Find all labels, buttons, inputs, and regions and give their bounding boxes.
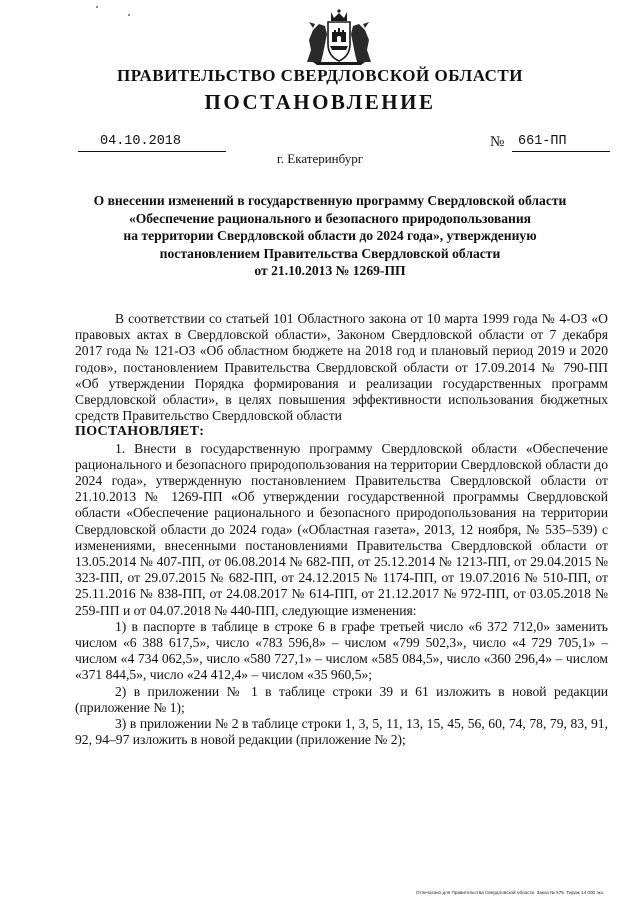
title-line: О внесении изменений в государственную программу Свердловской области: [93, 193, 567, 208]
subitem-3-paragraph: 3) в приложении № 2 в таблице строки 1, 3, 5, 11, 13, 15, 45, 56, 60, 74, 78, 79, 83, 91, 92, 94–97 изложить в новой редакции (приложение № 2);: [75, 716, 608, 748]
title-line: постановлением Правительства Свердловской области: [159, 245, 501, 261]
title-line: «Обеспечение рационального и безопасного природопользования: [128, 210, 532, 226]
document-title: [80, 192, 580, 280]
preamble-paragraph: В соответствии со статьей 101 Областного закона от 10 марта 1999 года № 4-ОЗ «О правовых актах в Свердловской области», Законом Свердловской области от 7 декабря 2017 года № 121-ОЗ «Об областном бюджете на 2018 год и плановый период 2019 и 2020 годов», постановлением Правительства Свердловской области от 17.09.2014 № 790-ПП «Об утверждении Порядка формирования и реализации государственных программ Свердловской области», в целях повышения эффективности использования бюджетных средств Правительство Свердловской области: [75, 311, 608, 424]
coat-of-arms-icon: [299, 8, 379, 66]
document-kind-heading: ПОСТАНОВЛЕНИЕ: [204, 90, 436, 114]
government-name: ПРАВИТЕЛЬСТВО СВЕРДЛОВСКОЙ ОБЛАСТИ: [117, 66, 523, 85]
resolves-heading: ПОСТАНОВЛЯЕТ:: [75, 424, 205, 440]
scan-speck: [128, 14, 130, 16]
scan-speck: [96, 6, 98, 8]
subitem-1-paragraph: 1) в паспорте в таблице в строке 6 в графе третьей число «6 372 712,0» заменить числом «6 388 617,5», число «783 596,8» – числом «799 502,3», число «4 729 705,1» – числом «4 734 062,5», число «580 727,1» – числом «585 084,5», число «360 296,4» – числом «371 844,5», число «24 412,4» – числом «35 960,5»;: [75, 618, 608, 683]
title-line: на территории Свердловской области до 2024 года», утвержденную: [123, 228, 537, 243]
number-sign: №: [490, 134, 505, 150]
document-number: 661-ПП: [512, 133, 610, 152]
subitem-2-paragraph: 2) в приложении № 1 в таблице строки 39 и 61 изложить в новой редакции (приложение № 1);: [75, 683, 608, 715]
document-date: 04.10.2018: [78, 133, 226, 152]
item-1-paragraph: 1. Внести в государственную программу Свердловской области «Обеспечение рационального и безопасного природопользования на территории Свердловской области до 2024 года», утвержденную постановлением Правительства Свердловской области от 21.10.2013 № 1269-ПП «Об утверждении государственной программы Свердловской области «Обеспечение рационального и безопасного природопользования на территории Свердловской области до 2024 года» («Областная газета», 2013, 12 ноября, № 535–539) с изменениями, внесенными постановлениями Правительства Свердловской области от 13.05.2014 № 407-ПП, от 06.08.2014 № 682-ПП, от 25.12.2014 № 1213-ПП, от 29.04.2015 № 323-ПП, от 29.07.2015 № 682-ПП, от 24.12.2015 № 1174-ПП, от 19.07.2016 № 510-ПП, от 25.11.2016 № 838-ПП, от 24.08.2017 № 614-ПП, от 21.12.2017 № 972-ПП, от 03.05.2018 № 259-ПП и от 04.07.2018 № 440-ПП, следующие изменения:: [75, 440, 608, 618]
city-name: г. Екатеринбург: [276, 151, 364, 166]
document-body: [75, 311, 608, 748]
print-footer: Отпечатано для Правительства Свердловской области. Заказ № 575. Тираж 14 000 экз.: [416, 890, 605, 895]
title-line: от 21.10.2013 № 1269-ПП: [254, 263, 406, 278]
